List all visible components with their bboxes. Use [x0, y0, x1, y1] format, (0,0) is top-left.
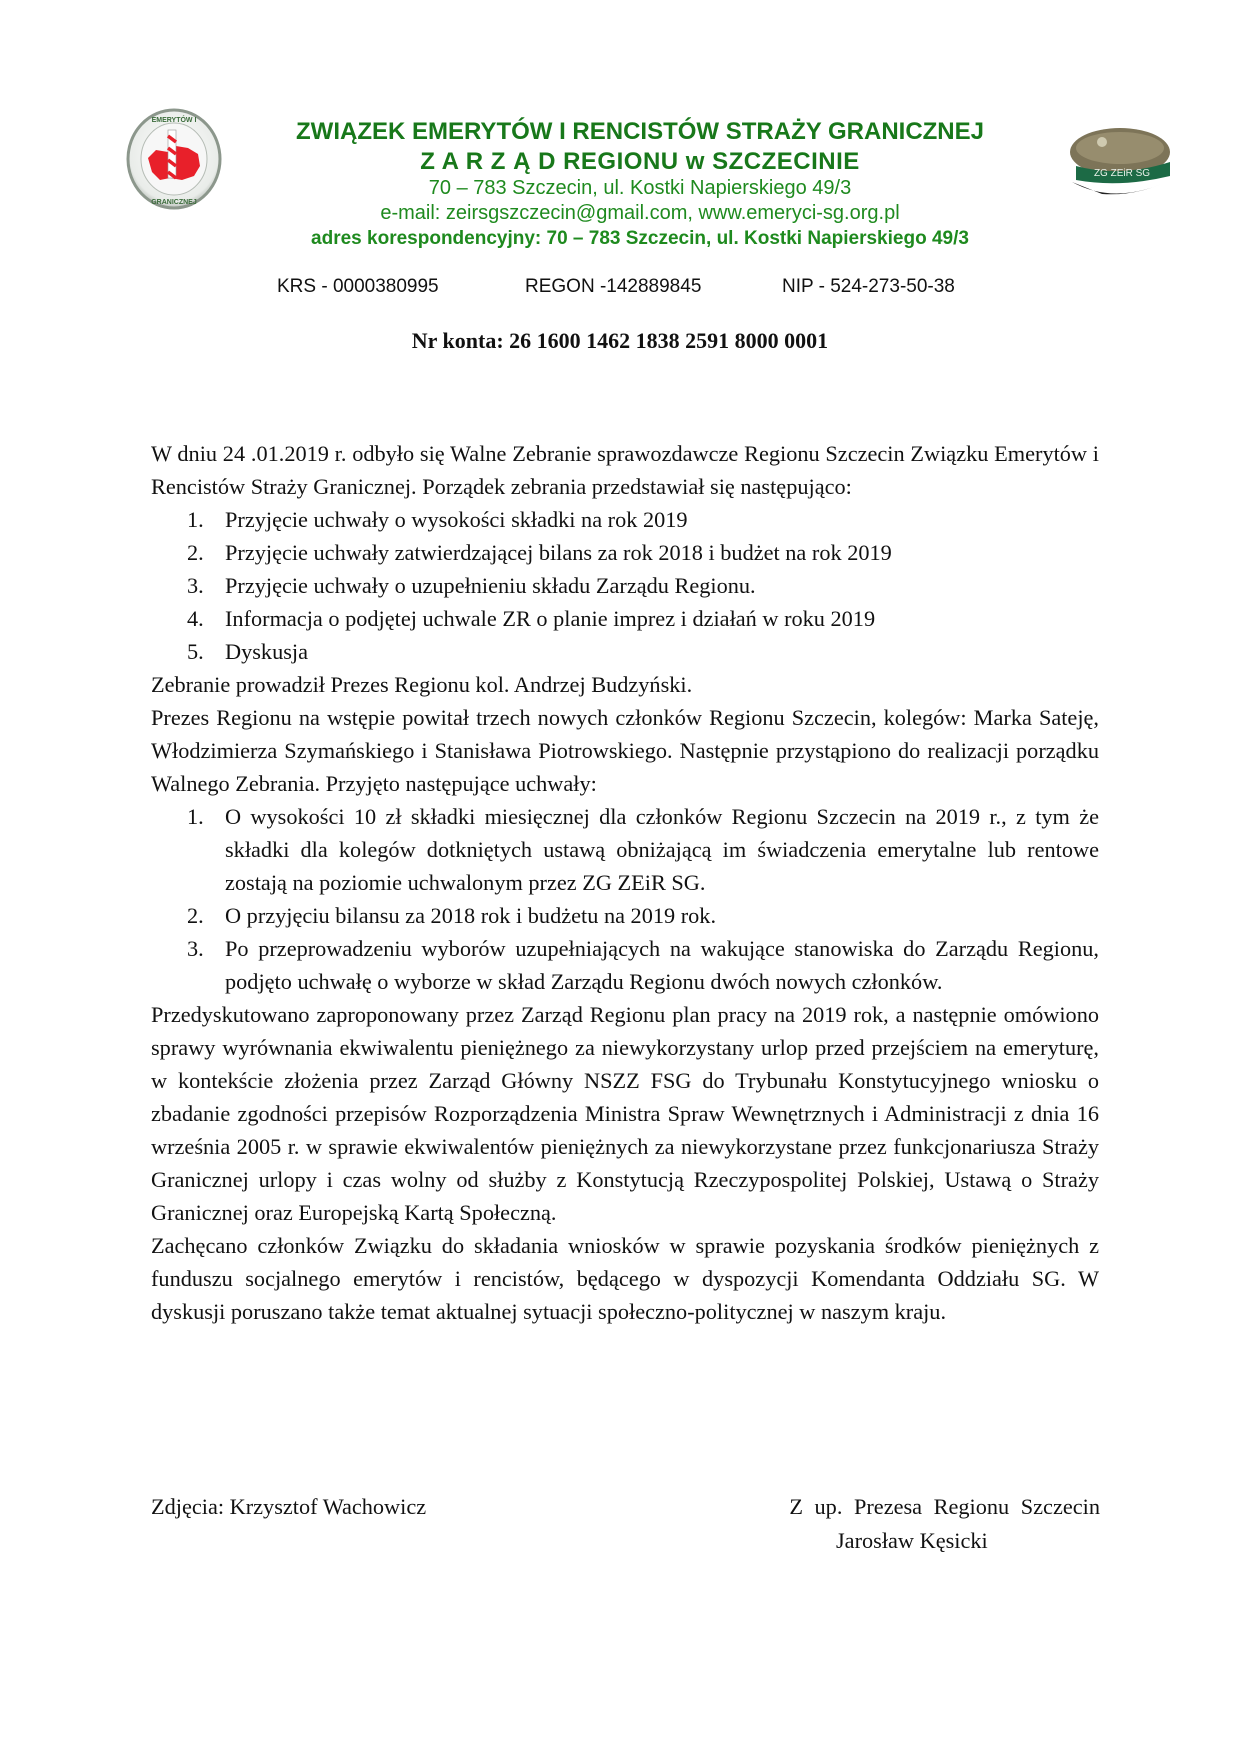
discussion-paragraph: Przedyskutowano zaproponowany przez Zarząd Regionu plan pracy na 2019 rok, a następnie omówiono sprawy wyrównania ekwiwalentu pieniężnego za niewykorzystany urlop przed przejściem na emeryturę, w kontekście złożenia przez Zarząd Główny NSZZ FSG do Trybunału Konstytucyjnego wniosku o zbadanie zgodności przepisów Rozporządzenia Ministra Spraw Wewnętrznych i Administracji z dnia 16 września 2005 r. w sprawie ekwiwalentów pieniężnych za niewykorzystane przez funkcjonariusza Straży Granicznej urlopy i czas wolny od służby z Konstytucją Rzeczypospolitej Polskiej, Ustawą o Straży Granicznej oraz Europejską Kartą Społeczną.: [151, 1002, 1099, 1225]
regon-number: REGON -142889845: [525, 276, 702, 297]
svg-text:GRANICZNEJ: GRANICZNEJ: [151, 199, 197, 206]
association-emblem-icon: [126, 108, 222, 210]
address: 70 – 783 Szczecin, ul. Kostki Napierskiego 49/3: [428, 177, 852, 199]
agenda-item: 1. Przyjęcie uchwały o wysokości składki na rok 2019: [187, 507, 688, 532]
on-behalf-line: Z up. Prezesa Regionu Szczecin: [789, 1494, 1100, 1519]
svg-text:EMERYTÓW I: EMERYTÓW I: [151, 117, 197, 124]
chair-paragraph: Zebranie prowadził Prezes Regionu kol. Andrzej Budzyński.: [151, 672, 693, 697]
agenda-item: 5. Dyskusja: [187, 639, 308, 664]
svg-text:ZG ZEiR SG: ZG ZEiR SG: [1093, 168, 1151, 179]
encouragement-paragraph: Zachęcano członków Związku do składania wniosków w sprawie pozyskania środków pieniężnych z funduszu socjalnego emerytów i rencistów, będącego w dyspozycji Komendanta Oddziału SG. W dyskusji poruszano także temat aktualnej sytuacji społeczno-politycznej w naszym kraju.: [151, 1233, 1099, 1324]
resolution-item: 1. O wysokości 10 zł składki miesięcznej dla członków Regionu Szczecin na 2019 r., z tym że składki dla kolegów dotkniętych ustawą obniżającą im świadczenia emerytalne lub rentowe zostają na poziomie uchwalonym przez ZG ZEiR SG.: [187, 804, 1099, 895]
resolution-item: 3. Po przeprowadzeniu wyborów uzupełniających na wakujące stanowiska do Zarządu Regionu, podjęto uchwałę o wyborze w skład Zarządu Regionu dwóch nowych członków.: [187, 936, 1099, 994]
border-guard-cap-icon: [1062, 122, 1174, 202]
agenda-item: 3. Przyjęcie uchwały o uzupełnieniu składu Zarządu Regionu.: [187, 573, 756, 598]
nip-number: NIP - 524-273-50-38: [782, 276, 955, 297]
photo-credit: Zdjęcia: Krzysztof Wachowicz: [151, 1494, 427, 1519]
bank-account: Nr konta: 26 1600 1462 1838 2591 8000 0001: [411, 328, 829, 353]
signatory-name: Jarosław Kęsicki: [836, 1528, 988, 1553]
agenda-list: [151, 503, 1099, 668]
correspondence-address: adres korespondencyjny: 70 – 783 Szczecin, ul. Kostki Napierskiego 49/3: [311, 228, 969, 249]
resolution-item: 2. O przyjęciu bilansu za 2018 rok i budżetu na 2019 rok.: [187, 903, 717, 928]
agenda-item: 2. Przyjęcie uchwały zatwierdzającej bilans za rok 2018 i budżet na rok 2019: [187, 540, 892, 565]
resolutions-list: [151, 800, 1099, 998]
contact-line: e-mail: zeirsgszczecin@gmail.com, www.emeryci-sg.org.pl: [380, 202, 900, 224]
intro-paragraph: W dniu 24 .01.2019 r. odbyło się Walne Zebranie sprawozdawcze Regionu Szczecin Związku Emerytów i Rencistów Straży Granicznej. Porządek zebrania przedstawiał się następująco:: [151, 441, 1099, 499]
board-name: Z A R Z Ą D REGIONU w SZCZECINIE: [420, 148, 860, 175]
krs-number: KRS - 0000380995: [277, 276, 439, 297]
document-body: [151, 437, 1099, 1328]
org-name: ZWIĄZEK EMERYTÓW I RENCISTÓW STRAŻY GRANICZNEJ: [296, 118, 984, 145]
agenda-item: 4. Informacja o podjętej uchwale ZR o planie imprez i działań w roku 2019: [187, 606, 876, 631]
welcome-paragraph: Prezes Regionu na wstępie powitał trzech nowych członków Regionu Szczecin, kolegów: Marka Sateję, Włodzimierza Szymańskiego i Stanisława Piotrowskiego. Następnie przystąpiono do realizacji porządku Walnego Zebrania. Przyjęto następujące uchwały:: [151, 705, 1099, 796]
